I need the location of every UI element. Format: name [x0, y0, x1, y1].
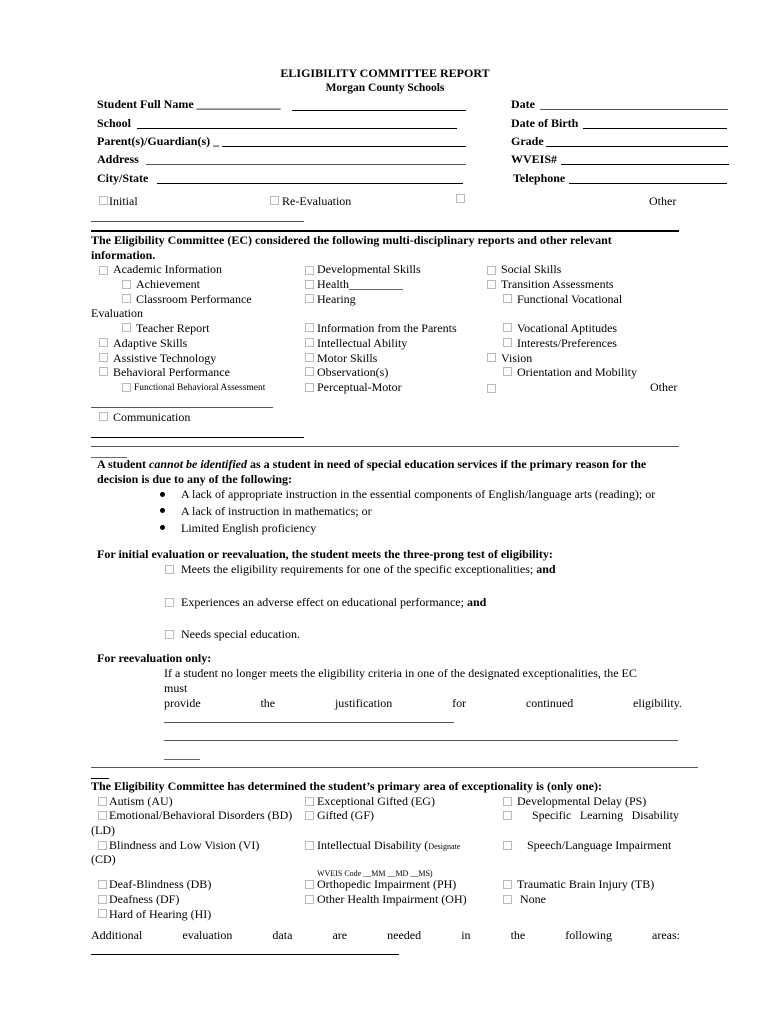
grade-field[interactable]	[546, 146, 728, 147]
blindness-checkbox[interactable]	[98, 841, 107, 850]
section-divider	[91, 230, 679, 232]
dob-field[interactable]	[583, 128, 727, 129]
word: continued	[525, 696, 574, 710]
behavioral-label: Behavioral Performance	[113, 365, 230, 379]
reports-intro: The Eligibility Committee (EC) considered the following multi-disciplinary reports and other relevant information.	[91, 233, 612, 262]
initial-checkbox[interactable]	[99, 196, 108, 205]
dd-label: Developmental Delay (PS)	[517, 794, 647, 808]
blindness-label: Blindness and Low Vision (VI)	[109, 838, 260, 852]
motor-label: Motor Skills	[317, 351, 378, 365]
ld-label: (LD)	[91, 823, 115, 837]
ohi-label: Other Health Impairment (OH)	[317, 892, 467, 906]
word: following	[565, 928, 612, 942]
bullet-dot	[160, 508, 165, 513]
deafness-checkbox[interactable]	[98, 895, 107, 904]
word: Learning	[579, 808, 624, 822]
tbi-checkbox[interactable]	[503, 880, 512, 889]
reeval-line1: If a student no longer meets the eligibility criteria in one of the designated exceptionalities, the EC	[164, 666, 637, 680]
word: areas:	[652, 928, 680, 942]
gifted-checkbox[interactable]	[305, 811, 314, 820]
word: in	[461, 928, 471, 942]
health-checkbox[interactable]	[305, 280, 314, 289]
vocational-label: Vocational Aptitudes	[517, 321, 618, 335]
reports-other-label: Other	[650, 380, 678, 394]
bullet-item-1: A lack of appropriate instruction in the essential components of English/language arts (reading); or	[181, 487, 656, 501]
school-label: School	[97, 116, 132, 130]
health-label: Health_________	[317, 277, 403, 291]
justification-trailing: ______	[164, 747, 200, 761]
cannot-emph: cannot be identified	[149, 457, 248, 471]
word: needed	[387, 928, 422, 942]
hoh-checkbox[interactable]	[98, 909, 107, 918]
sld-checkbox[interactable]	[503, 811, 512, 820]
orientation-checkbox[interactable]	[503, 367, 512, 376]
prong-1-and: and	[533, 562, 556, 576]
additional-data-row	[91, 928, 680, 943]
form-subtitle: Morgan County Schools	[325, 82, 445, 94]
designate-text: Designate	[428, 842, 461, 851]
eg-label: Exceptional Gifted (EG)	[317, 794, 435, 808]
communication-field[interactable]	[91, 437, 304, 438]
intellectual-text: Intellectual Disability (	[317, 838, 429, 852]
evaluation-label: Evaluation	[91, 306, 143, 320]
prong-2-and: and	[463, 595, 487, 609]
reports-trailing-line: ______	[91, 445, 127, 459]
prong-2-label	[181, 595, 486, 610]
school-field[interactable]	[137, 128, 457, 129]
prong-1-label	[181, 562, 556, 577]
parent-label: Parent(s)/Guardian(s) _	[97, 134, 220, 148]
hearing-checkbox[interactable]	[305, 294, 314, 303]
social-checkbox[interactable]	[487, 266, 496, 275]
speech-label: Speech/Language Impairment	[527, 838, 672, 852]
prong-2-checkbox[interactable]	[165, 598, 174, 607]
achievement-label: Achievement	[136, 277, 200, 291]
fba-label: Functional Behavioral Assessment	[134, 383, 266, 393]
dd-checkbox[interactable]	[503, 797, 512, 806]
word: justification	[334, 696, 393, 710]
adaptive-checkbox[interactable]	[99, 338, 108, 347]
developmental-checkbox[interactable]	[305, 266, 314, 275]
tbi-label: Traumatic Brain Injury (TB)	[517, 877, 655, 891]
date-label: Date	[511, 97, 535, 111]
cannot-rest: as a student in need of special education services if the primary reason for the	[247, 457, 647, 471]
oi-label: Orthopedic Impairment (PH)	[317, 877, 457, 891]
word: eligibility.	[633, 696, 682, 710]
initial-label: Initial	[109, 194, 138, 208]
teacher-report-checkbox[interactable]	[122, 323, 131, 332]
none-label: None	[520, 892, 546, 906]
bullet-item-2: A lack of instruction in mathematics; or	[181, 504, 372, 518]
autism-label: Autism (AU)	[109, 794, 173, 808]
functional-voc-checkbox[interactable]	[503, 294, 512, 303]
autism-checkbox[interactable]	[98, 797, 107, 806]
bullet-dot	[160, 492, 165, 497]
city-field[interactable]	[157, 183, 463, 184]
functional-voc-label: Functional Vocational	[517, 292, 623, 306]
address-label: Address	[97, 152, 139, 166]
cannot-lead: A student	[97, 457, 150, 471]
cannot-line2: decision is due to any of the following:	[97, 472, 293, 486]
telephone-label: Telephone	[513, 171, 566, 185]
form-title: ELIGIBILITY COMMITTEE REPORT	[280, 66, 490, 80]
social-label: Social Skills	[501, 262, 562, 276]
academic-label: Academic Information	[113, 262, 222, 276]
parents-info-label: Information from the Parents	[317, 321, 457, 335]
other-eval-checkbox[interactable]	[456, 194, 465, 203]
exceptionality-heading: The Eligibility Committee has determined the student’s primary area of exceptionality is (only one):	[91, 779, 602, 793]
deafness-label: Deafness (DF)	[109, 892, 180, 906]
eg-checkbox[interactable]	[305, 797, 314, 806]
cannot-identified-text	[97, 457, 646, 472]
grade-label: Grade	[511, 134, 544, 148]
word: data	[272, 928, 293, 942]
deafblind-label: Deaf-Blindness (DB)	[109, 877, 212, 891]
word: Additional	[91, 928, 143, 942]
ebd-label: Emotional/Behavioral Disorders (BD)	[109, 808, 293, 822]
oi-checkbox[interactable]	[305, 880, 314, 889]
hearing-label: Hearing	[317, 292, 356, 306]
assistive-label: Assistive Technology	[113, 351, 217, 365]
reeval-only-heading: For reevaluation only:	[97, 651, 212, 665]
word: the	[260, 696, 276, 710]
perceptual-checkbox[interactable]	[305, 383, 314, 392]
reevaluation-checkbox[interactable]	[270, 196, 279, 205]
deafblind-checkbox[interactable]	[98, 880, 107, 889]
city-label: City/State	[97, 171, 149, 185]
justification-field-1[interactable]	[164, 722, 454, 723]
transition-label: Transition Assessments	[501, 277, 614, 291]
intellectual-ability-checkbox[interactable]	[305, 338, 314, 347]
teacher-report-label: Teacher Report	[136, 321, 210, 335]
wveis-field[interactable]	[561, 164, 729, 165]
intellectual-ability-label: Intellectual Ability	[317, 336, 408, 350]
reevaluation-label: Re-Evaluation	[282, 194, 352, 208]
additional-data-field[interactable]	[91, 954, 399, 955]
speech-checkbox[interactable]	[503, 841, 512, 850]
reeval-justify-row	[164, 696, 682, 711]
orientation-label: Orientation and Mobility	[517, 365, 637, 379]
other-eval-field[interactable]	[91, 221, 304, 222]
vision-label: Vision	[501, 351, 533, 365]
hoh-label: Hard of Hearing (HI)	[109, 907, 212, 921]
sld-label	[532, 808, 679, 823]
vision-checkbox[interactable]	[487, 353, 496, 362]
bullet-dot	[160, 525, 165, 530]
reports-other-field[interactable]	[91, 407, 273, 408]
classroom-label: Classroom Performance	[136, 292, 252, 306]
dob-label: Date of Birth	[511, 116, 579, 130]
word: Specific	[532, 808, 572, 822]
word: for	[452, 696, 467, 710]
bullet-item-3: Limited English proficiency	[181, 521, 317, 535]
reports-other-checkbox[interactable]	[487, 384, 496, 393]
academic-checkbox[interactable]	[99, 266, 108, 275]
ebd-checkbox[interactable]	[98, 811, 107, 820]
ohi-checkbox[interactable]	[305, 895, 314, 904]
prong-3-checkbox[interactable]	[165, 630, 174, 639]
word: the	[510, 928, 526, 942]
behavioral-checkbox[interactable]	[99, 367, 108, 376]
word: Disability	[631, 808, 679, 822]
communication-label: Communication	[113, 410, 191, 424]
assistive-checkbox[interactable]	[99, 353, 108, 362]
word: evaluation	[182, 928, 233, 942]
student-name-field[interactable]	[292, 110, 466, 111]
prong-1-checkbox[interactable]	[165, 565, 174, 574]
date-field[interactable]	[540, 109, 728, 110]
cd-label: (CD)	[91, 852, 116, 866]
student-name-label: Student Full Name ______________	[97, 97, 281, 111]
intellectual-disability-label	[317, 838, 460, 854]
perceptual-label: Perceptual-Motor	[317, 380, 402, 394]
other-eval-label: Other	[649, 194, 677, 208]
justification-field-2[interactable]	[164, 740, 678, 741]
motor-checkbox[interactable]	[305, 353, 314, 362]
none-checkbox[interactable]	[503, 895, 512, 904]
interests-checkbox[interactable]	[503, 338, 512, 347]
achievement-checkbox[interactable]	[122, 280, 131, 289]
parents-info-checkbox[interactable]	[305, 323, 314, 332]
vocational-checkbox[interactable]	[503, 323, 512, 332]
wveis-code-label: WVEIS Code __MM __MD __MS)	[317, 869, 433, 878]
observation-checkbox[interactable]	[305, 367, 314, 376]
intellectual-disability-checkbox[interactable]	[305, 841, 314, 850]
reports-notes-line[interactable]	[91, 446, 679, 447]
gifted-label: Gifted (GF)	[317, 808, 374, 822]
transition-checkbox[interactable]	[487, 280, 496, 289]
wveis-label: WVEIS#	[511, 152, 558, 166]
fba-checkbox[interactable]	[122, 383, 131, 392]
observation-label: Observation(s)	[317, 365, 389, 379]
three-prong-heading: For initial evaluation or reevaluation, the student meets the three-prong test of eligibility:	[97, 547, 553, 561]
parent-field[interactable]	[222, 146, 466, 147]
word: are	[332, 928, 348, 942]
communication-checkbox[interactable]	[99, 412, 108, 421]
prong-1-text: Meets the eligibility requirements for one of the specific exceptionalities;	[181, 562, 534, 576]
classroom-checkbox[interactable]	[122, 294, 131, 303]
word: provide	[164, 696, 201, 710]
prong-2-text: Experiences an adverse effect on educational performance;	[181, 595, 464, 609]
address-field[interactable]	[146, 164, 466, 165]
section-divider	[91, 767, 698, 768]
telephone-field[interactable]	[569, 183, 727, 184]
reeval-line2: must	[164, 681, 188, 695]
prong-3-label: Needs special education.	[181, 627, 300, 641]
adaptive-label: Adaptive Skills	[113, 336, 188, 350]
developmental-label: Developmental Skills	[317, 262, 421, 276]
interests-label: Interests/Preferences	[517, 336, 617, 350]
